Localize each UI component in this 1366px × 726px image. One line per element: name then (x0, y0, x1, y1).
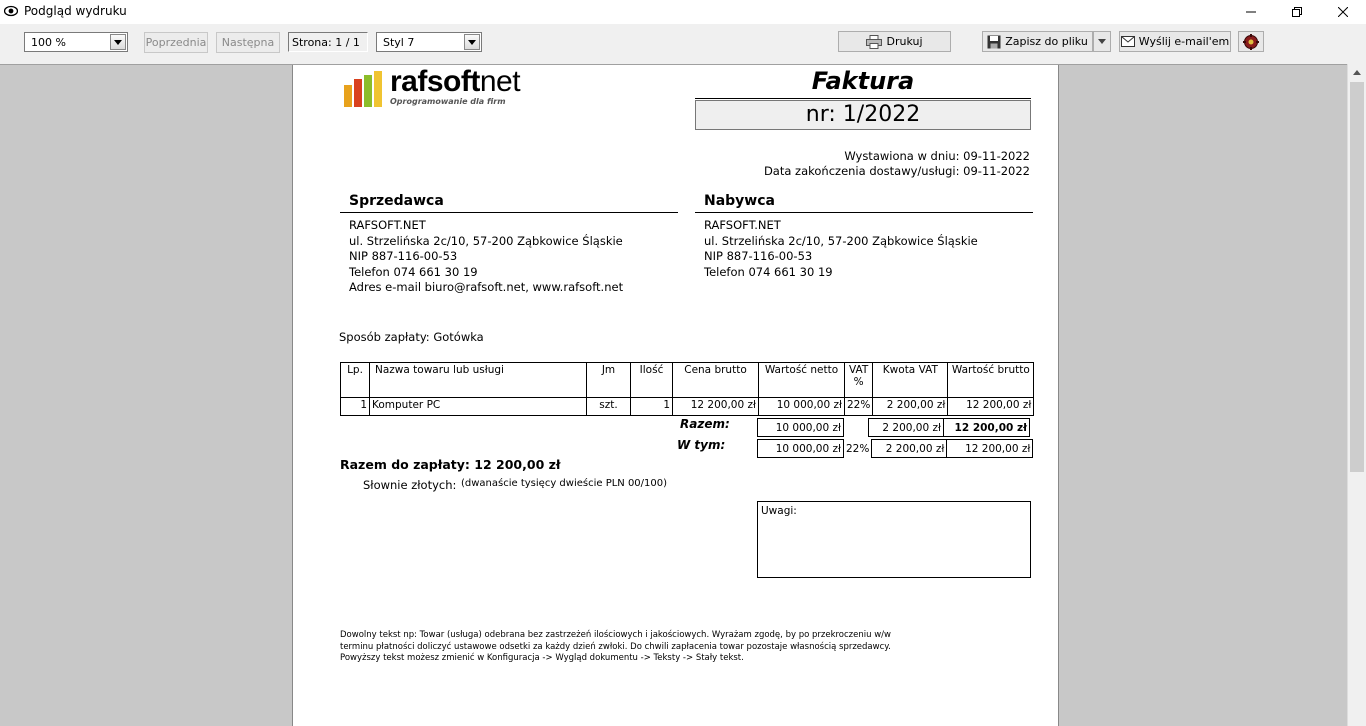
send-email-button[interactable] (1119, 31, 1231, 52)
buyer-heading: Nabywca (704, 193, 775, 209)
chevron-up-icon (1353, 70, 1361, 75)
style-select[interactable] (376, 32, 482, 52)
footer-text (340, 630, 900, 665)
scrollbar-thumb[interactable] (1350, 82, 1364, 472)
incl-vat: 2 200,00 zł (872, 440, 947, 458)
footer-line: terminu płatności doliczyć ustawowe odsetki za każdy dzień zwłoki. Do chwili zapłacenia towar pozostaje własnością sprzedawcy. (340, 641, 891, 652)
invoice-page (292, 65, 1059, 726)
vertical-scrollbar[interactable] (1347, 64, 1366, 726)
restore-icon (1292, 7, 1302, 17)
seller-line: NIP 887-116-00-53 (349, 249, 458, 263)
column-header: Wartość brutto (948, 363, 1034, 398)
title-bar (0, 0, 1366, 24)
seller-line: Telefon 074 661 30 19 (349, 264, 478, 279)
seller-line: RAFSOFT.NET (349, 218, 426, 232)
gear-icon (1243, 34, 1259, 50)
print-label: Drukuj (886, 35, 923, 48)
buyer-details (704, 218, 978, 280)
previous-page-button[interactable] (144, 32, 208, 53)
eye-icon (4, 4, 18, 18)
notes-box (757, 501, 1031, 578)
amount-in-words-label: Słownie złotych: (363, 478, 457, 492)
delivery-date: Data zakończenia dostawy/usługi: 09-11-2022 (763, 164, 1030, 178)
chevron-down-icon[interactable] (464, 34, 480, 50)
seller-line: Adres e-mail biuro@rafsoft.net, www.rafsoft.net (349, 280, 624, 294)
incl-row (757, 439, 1033, 458)
incl-label: W tym: (677, 438, 726, 452)
scroll-up-button[interactable] (1348, 64, 1366, 81)
printer-icon (866, 35, 882, 49)
table-cell: 12 200,00 zł (673, 398, 759, 416)
issue-date: Wystawiona w dniu: 09-11-2022 (844, 149, 1030, 163)
title-divider (695, 98, 1031, 99)
minimize-icon (1246, 7, 1256, 17)
items-table (340, 362, 1034, 416)
rafsoft-logo-icon (343, 69, 385, 113)
invoice-number: nr: 1/2022 (695, 100, 1031, 130)
document-title: Faktura (811, 67, 915, 95)
incl-netto: 10 000,00 zł (758, 440, 844, 458)
logo-tagline: Oprogramowanie dla firm (390, 97, 506, 106)
table-cell: 12 200,00 zł (948, 398, 1034, 416)
sum-netto: 10 000,00 zł (758, 419, 844, 437)
table-cell: 1 (631, 398, 673, 416)
seller-divider (340, 212, 678, 213)
sum-label: Razem: (680, 417, 730, 431)
buyer-line: Telefon 074 661 30 19 (704, 264, 833, 279)
restore-button[interactable] (1274, 0, 1320, 24)
notes-label: Uwagi: (761, 505, 797, 517)
next-page-label: Następna (221, 36, 275, 49)
seller-line: ul. Strzelińska 2c/10, 57-200 Ząbkowice Śląskie (349, 233, 623, 248)
page-indicator: Strona: 1 / 1 (288, 32, 368, 52)
table-header-row (341, 363, 1034, 398)
save-to-file-button[interactable] (982, 31, 1093, 52)
minimize-button[interactable] (1228, 0, 1274, 24)
table-cell: Komputer PC (370, 398, 587, 416)
next-page-button[interactable] (216, 32, 280, 53)
toolbar (0, 24, 1366, 62)
send-email-label: Wyślij e-mail'em (1138, 35, 1230, 48)
sum-brutto: 12 200,00 zł (944, 419, 1030, 437)
table-cell: 2 200,00 zł (873, 398, 948, 416)
print-button[interactable] (838, 31, 951, 52)
seller-details (349, 218, 623, 296)
close-button[interactable] (1320, 0, 1366, 24)
sum-vat: 2 200,00 zł (869, 419, 944, 437)
table-cell: 1 (341, 398, 370, 416)
logo-wordmark: rafsoftnet (390, 65, 521, 98)
previous-page-label: Poprzednia (145, 36, 207, 49)
column-header: Kwota VAT (873, 363, 948, 398)
column-header: Ilość (631, 363, 673, 398)
issue-dates (764, 149, 1030, 179)
footer-line: Powyższy tekst możesz zmienić w Konfiguracja -> Wygląd dokumentu -> Teksty -> Stały tekst. (340, 653, 744, 663)
envelope-icon (1121, 36, 1135, 47)
column-header: VAT % (845, 363, 873, 398)
payment-method: Sposób zapłaty: Gotówka (339, 330, 484, 344)
table-cell: 22% (845, 398, 873, 416)
footer-line: Dowolny tekst np: Towar (usługa) odebrana bez zastrzeżeń ilościowych i jakościowych. Wyrażam zgodę, by po przekroczeniu w/w (340, 630, 891, 640)
chevron-down-icon[interactable] (110, 34, 126, 50)
table-cell: 10 000,00 zł (759, 398, 845, 416)
window-title: Podgląd wydruku (24, 4, 127, 18)
incl-brutto: 12 200,00 zł (947, 440, 1033, 458)
buyer-line: ul. Strzelińska 2c/10, 57-200 Ząbkowice Śląskie (704, 233, 978, 248)
buyer-line: RAFSOFT.NET (704, 218, 781, 232)
style-value: Styl 7 (383, 36, 415, 49)
zoom-select[interactable] (24, 32, 128, 52)
column-header: Nazwa towaru lub usługi (370, 363, 587, 398)
floppy-disk-icon (987, 35, 1001, 49)
close-icon (1338, 7, 1348, 17)
incl-vat-rate: 22% (844, 440, 872, 458)
settings-button[interactable] (1238, 31, 1264, 52)
zoom-value: 100 % (31, 36, 66, 49)
column-header: Jm (587, 363, 631, 398)
sum-vat-rate (844, 419, 869, 437)
chevron-down-icon (1098, 39, 1106, 44)
column-header: Wartość netto (759, 363, 845, 398)
table-cell: szt. (587, 398, 631, 416)
buyer-line: NIP 887-116-00-53 (704, 249, 813, 263)
column-header: Lp. (341, 363, 370, 398)
column-header: Cena brutto (673, 363, 759, 398)
amount-in-words: (dwanaście tysięcy dwieście PLN 00/100) (461, 478, 668, 489)
table-row (341, 398, 1034, 416)
total-to-pay: Razem do zapłaty: 12 200,00 zł (340, 457, 561, 472)
sum-row (757, 418, 1030, 437)
buyer-divider (695, 212, 1033, 213)
save-to-file-label: Zapisz do pliku (1005, 35, 1088, 48)
save-options-dropdown[interactable] (1093, 31, 1111, 52)
seller-heading: Sprzedawca (349, 193, 444, 209)
